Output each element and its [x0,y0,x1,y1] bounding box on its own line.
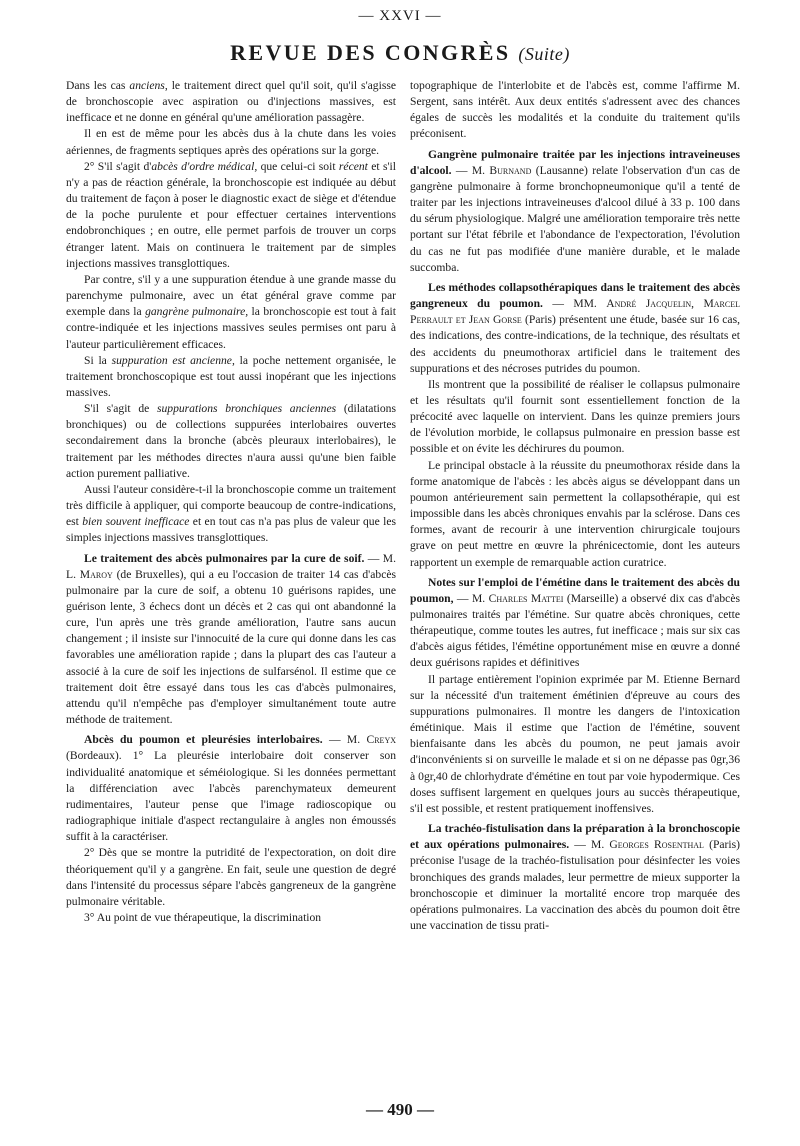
article-title: Notes sur l'emploi de l'émétine dans le traitement des abcès du poumon, [410,575,740,605]
article-title: Les méthodes collapsothérapiques dans le traitement des abcès gangreneux du poumon. [410,280,740,311]
article-burnand: Gangrène pulmonaire traitée par les injections intraveineuses d'alcool. — M. Burnand (Lausanne) relate l'observation d'un cas de gangrène pulmonaire à forme bronchopneumonique qu'il a tenté de traiter par les injections intraveineuses d'alcool dilué à 33 p. 100 dans du sérum physiologique. Malgré une amélioration temporaire très nette portant sur l'état fébrile et l'abondance de l'expectoration, l'évolution du cas ne fut pas modifiée d'une manière durable, et le malade succomba. [410,147,740,274]
paragraph: topographique de l'interlobite et de l'abcès est, comme l'affirme M. Sergent, sans intérêt. Aux deux entités s'adressent avec des chances égales de succès les modalités et la conduite du traitement qu'ils préconisent. [410,79,740,141]
page-number: — 490 — [366,1100,434,1119]
paragraph: Si la suppuration est ancienne, la poche nettement organisée, le traitement bronchoscopique est tout aussi inopérant que les injections massives. [66,353,396,399]
article-jacquelin: Les méthodes collapsothérapiques dans le traitement des abcès gangreneux du poumon. — MM. André Jacquelin, Marcel Perrault et Jean Gorse (Paris) présentent une étude, basée sur 16 cas, des indications, des contre-indications, de la technique, des résultats et des accidents du pneumothorax artificiel dans le traitement des suppurations et des nécroses putrides du poumon. [410,280,740,375]
article-title: Gangrène pulmonaire traitée par les injections intraveineuses d'alcool. [410,147,740,177]
paragraph: Le principal obstacle à la réussite du pneumothorax réside dans la forme anatomique de l'abcès : les abcès aigus se développant dans un poumon antérieurement sain permettent la collapsothérapie, qui est impossible dans les abcès chroniques envahis par la sclérose. Dans ces formes, avant de recourir à une intervention chirurgicale toujours grave on peut mettre en œuvre la phrénicectomie, dont les auteurs rapportent un exemple de remarquable action curatrice. [410,458,740,569]
article-title: La trachéo-fistulisation dans la préparation à la bronchoscopie et aux opérations pulmonaires. [410,822,740,852]
author-name: Creyx [366,733,396,747]
article-title: Le traitement des abcès pulmonaires par la cure de soif. [84,551,365,565]
paragraph: Il partage entièrement l'opinion exprimée par M. Etienne Bernard sur la nécessité d'un traitement émétinien d'épreuve au cours des suppurations pulmonaires. Il montre les dangers de l'intoxication émétinique. Mais il estime que l'action de l'émétine, souvent bienfaisante dans les abcès du poumon, ne peut jamais avoir d'inconvénients si on surveille le malade et si on ne dépasse pas 0gr,36 à 0gr,40 de chlorhydrate d'émétine en tout par voie hypodermique. Ces doses suffisent largement en quelques jours au succès thérapeutique, s'il est possible, et restent pratiquement inoffensives. [410,672,740,815]
roman-page-number: — XXVI — [358,8,442,24]
paragraph: 3° Au point de vue thérapeutique, la discrimination [84,910,322,924]
section-suite: (Suite) [518,44,570,64]
paragraph: Dans les cas anciens, le traitement direct quel qu'il soit, qu'il s'agisse de bronchoscopie avec aspiration ou d'injections massives, est inefficace et ne donne en général qu'une amélioration passagère. [66,79,396,125]
author-name: André Jacquelin, Marcel Perrault et Jean Gorse [410,297,740,327]
paragraph: 2° Dès que se montre la putridité de l'expectoration, on doit dire théoriquement qu'il y a gangrène. En fait, seule une question de degré dans l'intensité du processus sépare l'abcès gangreneux de la gangrène pulmonaire véritable. [66,846,396,908]
article-creyx: Abcès du poumon et pleurésies interlobaires. — M. Creyx (Bordeaux). 1° La pleurésie interlobaire doit conserver son individualité anatomique et séméiologique. Si les données permettant la différenciation avec l'abcès parenchymateux demeurent rudimentaires, l'auteur pense que l'image radioscopique ou radiographique initiale d'aspect rectangulaire à angles non émoussés suffit à la caractériser. [66,733,396,844]
author-name: L. Maroy [66,567,113,581]
left-column [66,78,396,1090]
author-name: Charles Mattei [488,591,564,605]
right-column [410,78,740,1090]
article-rosenthal: La trachéo-fistulisation dans la préparation à la bronchoscopie et aux opérations pulmonaires. — M. Georges Rosenthal (Paris) préconise l'usage de la trachéo-fistulisation pour désinfecter les voies bronchiques des grands malades, leur permettre de mieux supporter la bronchoscopie et diminuer la mortalité encore trop marquée des opérations pulmonaires. La vaccination des abcès du poumon doit être une vaccination de tissu prati- [410,822,740,932]
section-header [0,40,800,66]
author-name: Burnand [489,163,532,177]
article-mattei: Notes sur l'emploi de l'émétine dans le traitement des abcès du poumon, — M. Charles Mattei (Marseille) a observé dix cas d'abcès pulmonaires traités par l'émétine. Sur quatre abcès chroniques, cette thérapeutique, comme toutes les autres, fut inefficace ; mais sur six cas d'abcès aigus fétides, l'émétine opportunément mise en œuvre a donné deux guérisons rapides et définitives [410,575,740,670]
paragraph: Ils montrent que la possibilité de réaliser le collapsus pulmonaire et les résultats qu'il fournit sont essentiellement fonction de la précocité avec laquelle on intervient. Dans les quinze premiers jours de l'évolution morbide, le collapsus pulmonaire en pression basse est possible et on évite les déchirures du poumon. [410,377,740,456]
paragraph: S'il s'agit de suppurations bronchiques anciennes (dilatations bronchiques) ou de collections suppurées interlobaires ouvertes secondairement dans la bronche (abcès pleuraux interlobaires), le traitement par les méthodes directes n'aura aussi qu'une bien faible action purement palliative. [66,402,396,480]
paragraph: Il en est de même pour les abcès dus à la chute dans les voies aériennes, de fragments septiques après des opérations sur la gorge. [66,127,396,157]
paragraph: 2° S'il s'agit d'abcès d'ordre médical, que celui-ci soit récent et s'il n'y a pas de réaction générale, la bronchoscopie est indiquée au début du traitement de façon à poser le diagnostic exact de siège et d'étendue de la poche purulente et pour effectuer certaines interventions endobronchiques ; en outre, elle permet parfois de trouver un corps étranger latent. Mais on continuera le traitement par de simples injections massives transglottiques. [66,159,396,270]
article-title: Abcès du poumon et pleurésies interlobaires. [84,733,323,747]
article-maroy: Le traitement des abcès pulmonaires par la cure de soif. — M. L. Maroy (de Bruxelles), qui a eu l'occasion de traiter 14 cas d'abcès pulmonaire par la cure de soif, a obtenu 10 guérisons rapides, une guérison lente, 3 échecs dont un décès et 2 cas qui ont abandonné la cure, l'un après une très grande amélioration, l'autre sans aucun changement ; il insiste sur l'innocuité de la cure qui donne dans les cas favorables une amélioration rapide ; dans la plupart des cas l'auteur a associé à la cure de soif les injections de sulfarsénol. Il estime que ce traitement doit être essayé dans tous les cas d'abcès pulmonaires, attendu qu'il n'empêche pas d'employer simultanément toute autre méthode de traitement. [66,551,396,727]
paragraph: Par contre, s'il y a une suppuration étendue à une grande masse du parenchyme pulmonaire, avec un état général grave comme par exemple dans la gangrène pulmonaire, la bronchoscopie est tout à fait contre-indiquée et les injections massives seules permises ont paru à l'auteur particulièrement efficaces. [66,272,396,351]
author-name: Georges Rosenthal [609,838,704,852]
paragraph: Aussi l'auteur considère-t-il la bronchoscopie comme un traitement très difficile à appliquer, qui comporte beaucoup de contre-indications, est bien souvent inefficace et en tout cas n'a pas plus de valeur que les simples injections massives transglottiques. [66,482,396,545]
section-title: REVUE DES CONGRÈS [230,40,511,65]
